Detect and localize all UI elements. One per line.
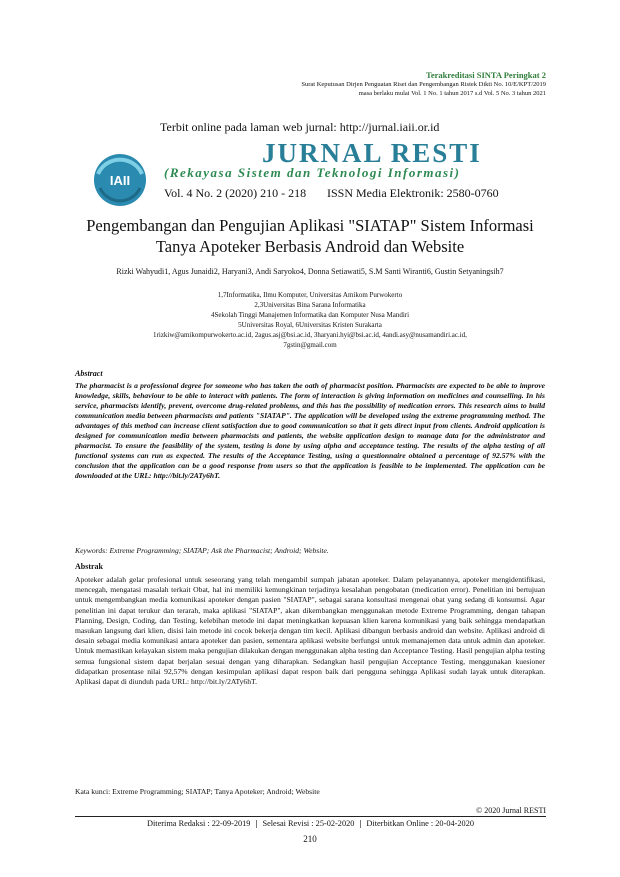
online-notice: Terbit online pada laman web jurnal: http://jurnal.iaii.or.id: [160, 120, 440, 134]
email-line: 7gstin@gmail.com: [283, 341, 337, 349]
abstract-heading: Abstract: [75, 369, 103, 378]
abstract-indonesian: Apoteker adalah gelar profesional untuk seseorang yang telah mengambil sumpah jabatan apoteker. Dalam pelayanannya, apoteker mengidentifikasi, mencegah, mengatasi masalah terkait Obat, hal ini memiliki kemungkinan terjadinya kesalahan pengobatan (medication error). Penelitian ini bertujuan untuk mengembangkan media komunikasi apoteker dengan pasien "SIATAP", sebagai sarana konsultasi mengenai obat yang sedang di konsumsi. Agar penelitian ini dapat terukur dan terarah, maka aplikasi "SIATAP", akan dikembangkan menggunakan metode Extreme Programming, dengan tahapan Planning, Design, Coding, dan Testing, kelebihan metode ini dapat meningkatkan kepuasan klien karena komunikasi yang baik sehingga mendapatkan masukan langsung dari klien, disisi lain metode ini cocok bekerja dengan tim kecil. Aplikasi dibangun berbasis android dan website. Aplikasi android di desain sebagai media komunikasi antara apoteker dan pasien, sementara aplikasi website berfungsi untuk memanajemen data untuk admin dan apoteker. Untuk memastikan kelayakan sistem maka pengujian dilakukan dengan menggunakan alpha testing dan Acceptance Testing. Hasil pengujian alpha testing semua fungsional sistem dapat berjalan sesuai dengan yang diharapkan. Sedangkan hasil pengujian Acceptance Testing, menggunakan kuesioner didapatkan prosentase nilai 92,57% dengan kesimpulan aplikasi dapat respon baik dari pengguna sehingga Aplikasi sudah layak untuk diterapkan. Aplikasi dapat di diunduh pada URL: http://bit.ly/2ATy6hT.: [75, 575, 545, 687]
journal-subtitle: (Rekayasa Sistem dan Teknologi Informasi): [164, 165, 461, 180]
paper-title: Pengembangan dan Pengujian Aplikasi "SIATAP" Sistem Informasi Tanya Apoteker Berbasis Android dan Website: [86, 216, 534, 256]
volume-info: Vol. 4 No. 2 (2020) 210 - 218: [164, 186, 307, 200]
decree-text: Surat Keputusan Dirjen Penguatan Riset dan Pengembangan Ristek Dikti No. 10/E/KPT/2019: [301, 81, 546, 88]
page-number: 210: [303, 834, 317, 844]
affiliation-line: 1,7Informatika, Ilmu Komputer, Universitas Amikom Purwokerto: [217, 291, 403, 299]
affiliations: [80, 290, 540, 350]
online-date: Diterbitkan Online : 20-04-2020: [366, 819, 474, 828]
abstract-english: The pharmacist is a professional degree for someone who has taken the oath of pharmacist position. Pharmacists are expected to be able to improve knowledge, skills, behaviour to be able to interact with patients. The form of interaction is giving information on medicines and counselling. In his service, pharmacists identify, prevent, overcome drug-related problems, and this has the possibility of medication errors. This research aims to build communication media between pharmacists and patients "SIATAP". The application will be developed using the extreme programming method. The advantages of this method can increase client satisfaction due to good communication so that it gets direct input from clients. Android application is designed for communication media between pharmacists and patients, the website application design to manage data for the administrator and pharmacist. To ensure the feasibility of the system, testing is done by using alpha and acceptance testing. The results of the alpha testing of all functional systems can run as expected. The results of the Acceptance Testing, using a questionnaire obtained a percentage of 92.57% with the conclusion that the application can be a good response from users so that the application is feasible to be implemented. The application can be downloaded at the URL: http://bit.ly/2ATy6hT.: [75, 381, 545, 480]
logo-text: IAII: [109, 173, 131, 188]
keywords-english: Keywords: Extreme Programming; SIATAP; Ask the Pharmacist; Android; Website.: [75, 546, 329, 555]
revised-date: Selesai Revisi : 25-02-2020: [262, 819, 355, 828]
affiliation-line: 5Universitas Royal, 6Universitas Kristen Surakarta: [238, 321, 382, 329]
affiliation-line: 4Sekolah Tinggi Manajemen Informatika dan Komputer Nusa Mandiri: [210, 311, 410, 319]
date-separator: |: [255, 819, 258, 828]
affiliation-line: 2,3Universitas Bina Sarana Informatika: [254, 301, 366, 309]
copyright: © 2020 Jurnal RESTI: [476, 806, 546, 815]
validity-text: masa berlaku mulai Vol. 1 No. 1 tahun 2017 s.d Vol. 5 No. 3 tahun 2021: [358, 90, 546, 97]
issn-info: ISSN Media Elektronik: 2580-0760: [327, 186, 499, 200]
abstrak-heading: Abstrak: [75, 562, 104, 571]
iaii-logo: [92, 152, 148, 208]
publication-dates: [75, 819, 546, 828]
journal-title: JURNAL RESTI: [262, 138, 482, 168]
author-list: Rizki Wahyudi1, Agus Junaidi2, Haryani3, Andi Saryoko4, Donna Setiawati5, S.M Santi Wiranti6, Gustin Setyaningsih7: [116, 267, 504, 276]
accreditation-block: [301, 70, 546, 98]
email-line: 1rizkiw@amikompurwokerto.ac.id, 2agus.asj@bsi.ac.id, 3haryani.hyi@bsi.ac.id, 4andi.asy@nusamandiri.ac.id,: [153, 331, 467, 339]
keywords-indonesian: Kata kunci: Extreme Programming; SIATAP; Tanya Apoteker; Android; Website: [75, 787, 320, 796]
accreditation-label: Terakreditasi SINTA Peringkat 2: [425, 70, 546, 80]
footer-divider: [75, 816, 546, 817]
received-date: Diterima Redaksi : 22-09-2019: [147, 819, 251, 828]
date-separator: |: [359, 819, 362, 828]
